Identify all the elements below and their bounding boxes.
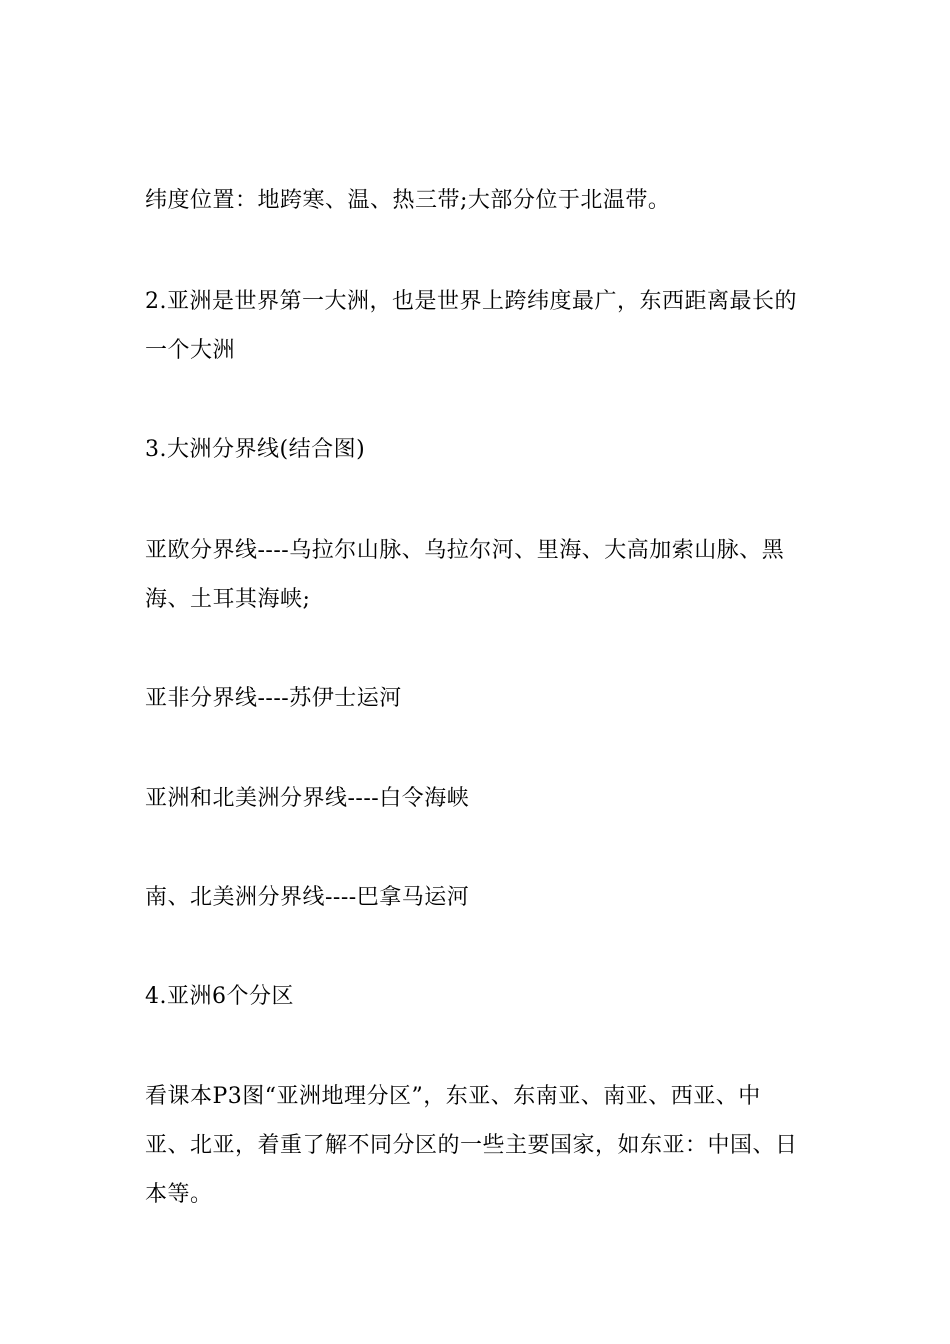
paragraph-line: 亚洲和北美洲分界线----白令海峡 [145,786,470,811]
paragraph-asia-north-america-boundary [145,774,810,823]
paragraph-asia-regions-detail [145,1072,810,1219]
paragraph-line: 南、北美洲分界线----巴拿马运河 [145,885,470,910]
paragraph-line: 亚非分界线----苏伊士运河 [145,686,402,711]
paragraph-latitude-position [145,176,810,225]
heading-continent-boundaries [145,425,810,474]
paragraph-south-north-america-boundary [145,873,810,922]
paragraph-line: 亚欧分界线----乌拉尔山脉、乌拉尔河、里海、大高加索山脉、黑 [145,538,785,563]
paragraph-asia-africa-boundary [145,674,810,723]
paragraph-line: 亚、北亚，着重了解不同分区的一些主要国家，如东亚：中国、日 [145,1133,798,1158]
paragraph-asia-europe-boundary [145,526,810,624]
paragraph-line: 本等。 [145,1182,213,1207]
paragraph-line: 2.亚洲是世界第一大洲，也是世界上跨纬度最广，东西距离最长的 [145,289,797,314]
paragraph-line: 3.大洲分界线(结合图) [145,437,366,462]
paragraph-line: 海、土耳其海峡; [145,587,311,612]
heading-asia-regions [145,972,810,1021]
paragraph-asia-largest-continent [145,277,810,375]
paragraph-line: 4.亚洲6个分区 [145,984,294,1009]
paragraph-line: 纬度位置：地跨寒、温、热三带;大部分位于北温带。 [145,188,671,213]
paragraph-line: 一个大洲 [145,338,236,363]
paragraph-line: 看课本P3图“亚洲地理分区”，东亚、东南亚、南亚、西亚、中 [145,1084,761,1109]
